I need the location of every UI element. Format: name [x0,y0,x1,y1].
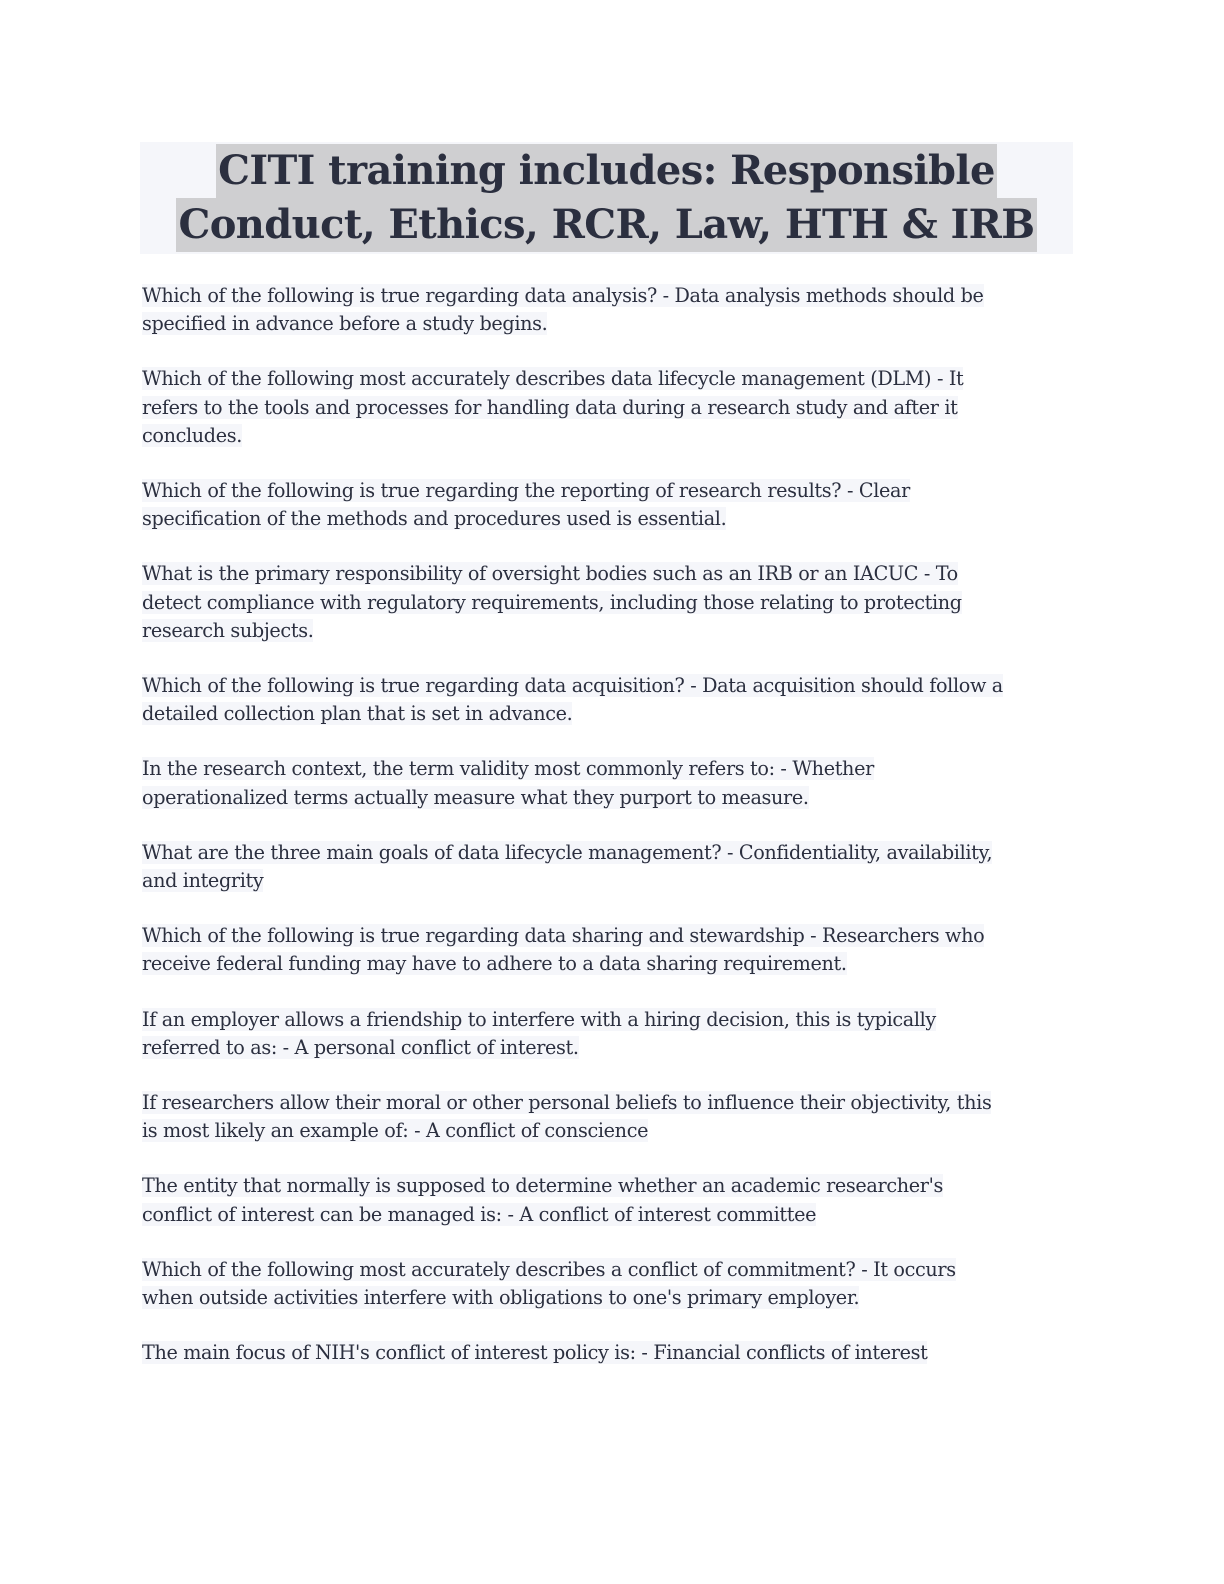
qa-item-3: Which of the following is true regarding the reporting of research results? - Clear specification of the methods and procedures used is essential. [142,479,910,531]
qa-item-12: Which of the following most accurately describes a conflict of commitment? - It occurs when outside activities interfere with obligations to one's primary employer. [142,1257,956,1310]
qa-item-8: Which of the following is true regarding data sharing and stewardship - Researchers who receive federal funding may have to adhere to a data sharing requirement. [142,924,985,976]
question-answer-list [140,282,1073,1367]
qa-item-6: In the research context, the term validity most commonly refers to: - Whether operationalized terms actually measure what they purport to measure. [142,757,874,809]
page-title-line-1: CITI training includes: Responsible [216,144,997,198]
qa-item-11: The entity that normally is supposed to determine whether an academic researcher's conflict of interest can be managed is: - A conflict of interest committee [142,1174,943,1226]
page-title-line-2: Conduct, Ethics, RCR, Law, HTH & IRB [176,198,1036,252]
qa-item-5: Which of the following is true regarding data acquisition? - Data acquisition should follow a detailed collection plan that is set in advance. [142,674,1003,726]
qa-item-4: What is the primary responsibility of oversight bodies such as an IRB or an IACUC - To detect compliance with regulatory requirements, including those relating to protecting research subjects. [142,562,962,642]
qa-item-9: If an employer allows a friendship to interfere with a hiring decision, this is typically referred to as: - A personal conflict of interest. [142,1007,936,1059]
qa-item-10: If researchers allow their moral or other personal beliefs to influence their objectivity, this is most likely an example of: - A conflict of conscience [142,1091,992,1143]
page-title-block [140,142,1073,254]
qa-item-1: Which of the following is true regarding data analysis? - Data analysis methods should be specified in advance before a study begins. [142,284,984,336]
qa-item-7: What are the three main goals of data lifecycle management? - Confidentiality, availability, and integrity [142,840,993,893]
qa-item-2: Which of the following most accurately describes data lifecycle management (DLM) - It refers to the tools and processes for handling data during a research study and after it concludes. [142,367,964,447]
qa-item-13: The main focus of NIH's conflict of interest policy is: - Financial conflicts of interest [142,1341,928,1365]
document-page [140,142,1073,1394]
